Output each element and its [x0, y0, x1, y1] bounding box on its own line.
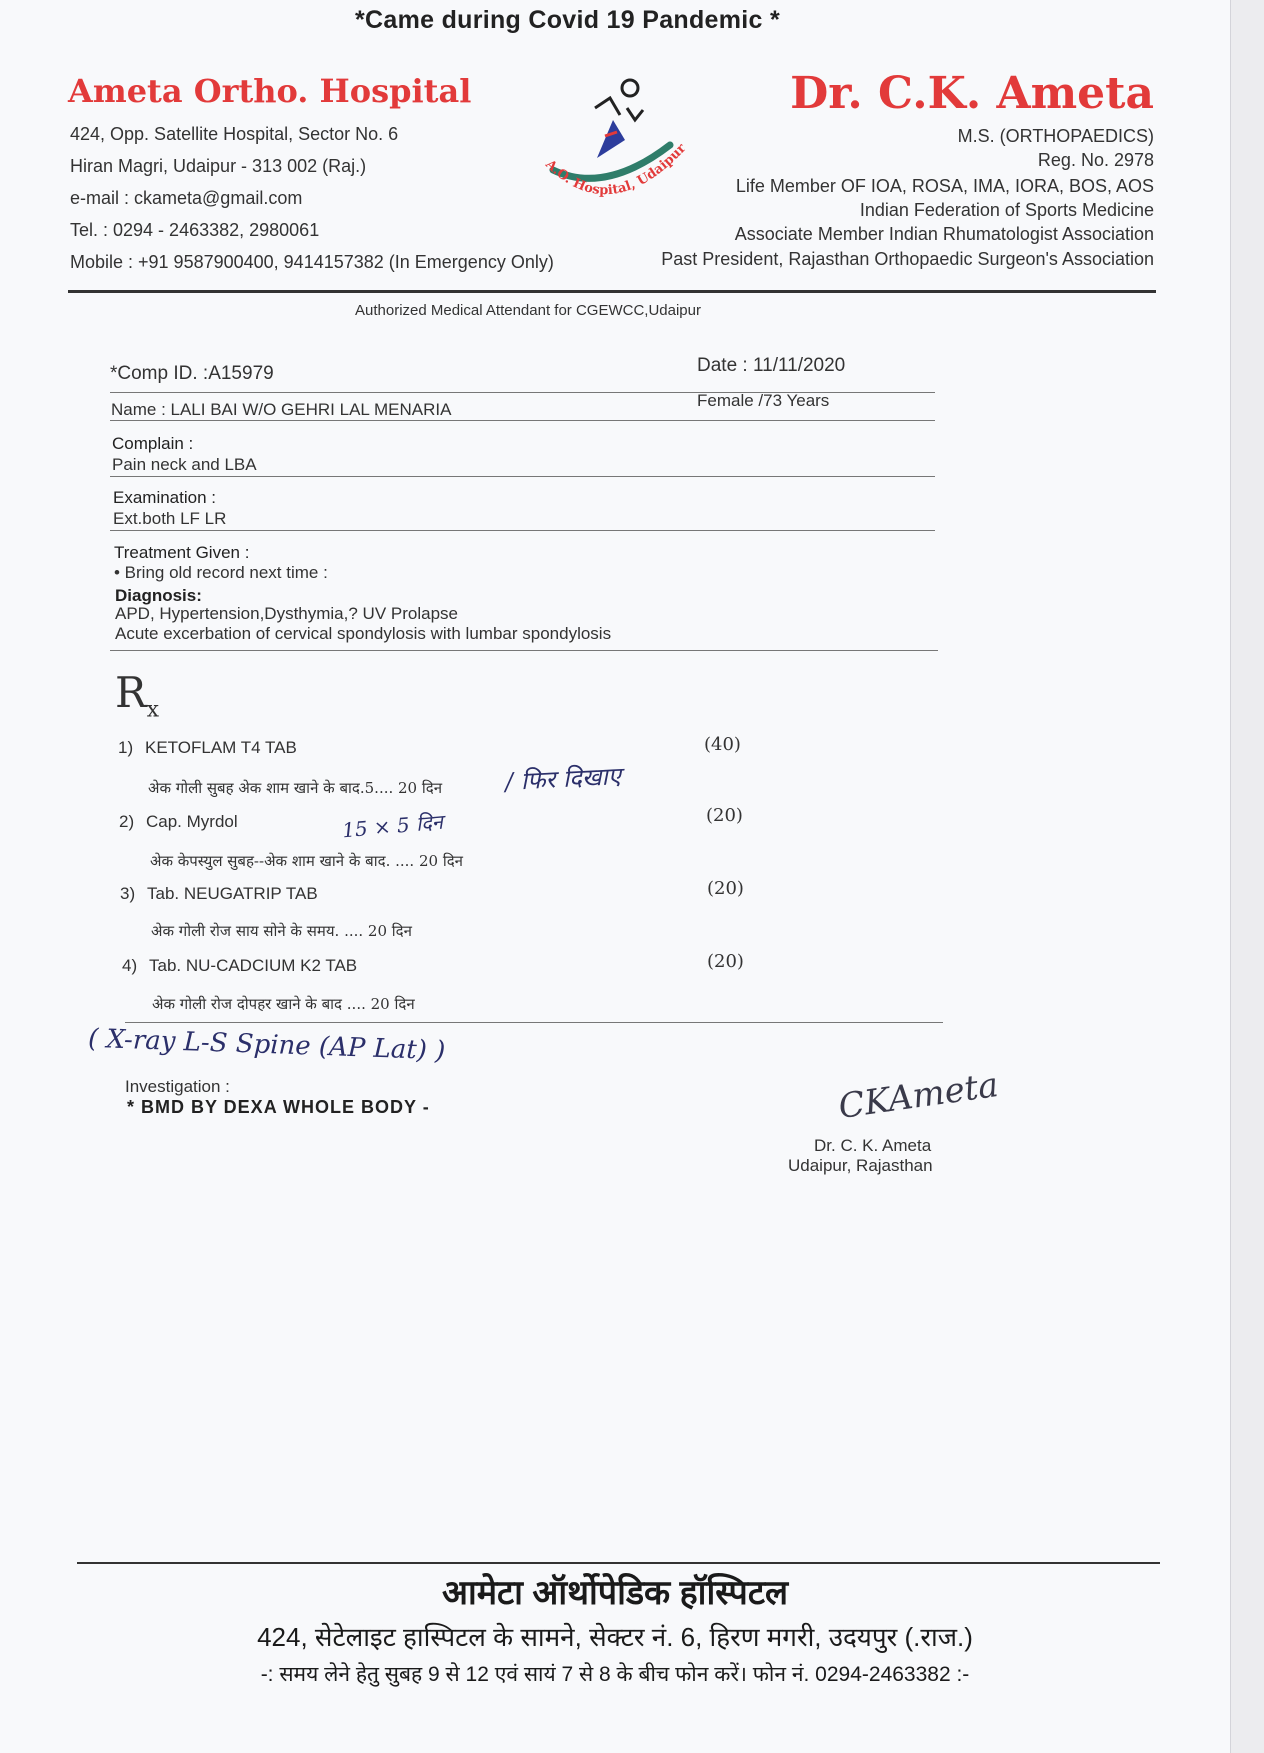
medicine-4-name: Tab. NU-CADCIUM K2 TAB [149, 956, 358, 975]
covid-note: *Came during Covid 19 Pandemic * [355, 6, 780, 34]
patient-name: Name : LALI BAI W/O GEHRI LAL MENARIA [111, 400, 452, 419]
handwritten-note-xray: ( X-ray L-S Spine (AP Lat) ) [87, 1023, 446, 1067]
medicine-3-name: Tab. NEUGATRIP TAB [147, 884, 318, 903]
patient-gender-age: Female /73 Years [697, 391, 830, 410]
footer-address: 424, सेटेलाइट हास्पिटल के सामने, सेक्टर नं. 6, हिरण मगरी, उदयपुर (.राज.) [257, 1622, 973, 1652]
medicine-4-instructions: अेक गोली रोज दोपहर खाने के बाद .... 20 दिन [152, 995, 415, 1013]
examination-value: Ext.both LF LR [113, 509, 227, 528]
complain-value: Pain neck and LBA [112, 455, 257, 474]
diagnosis-underline [110, 650, 938, 651]
medicine-1-qty: (40) [704, 734, 741, 755]
footer-note: -: समय लेने हेतु सुबह 9 से 12 एवं सायं 7 से 8 के बीच फोन करें। फोन नं. 0294-2463382 :- [260, 1663, 970, 1686]
hospital-name: Ameta Ortho. Hospital [68, 72, 472, 110]
medicine-2-qty: (20) [706, 805, 743, 826]
rx-letter: R [115, 668, 147, 717]
doctor-reg: Reg. No. 2978 [1037, 150, 1154, 170]
medicine-1-name: KETOFLAM T4 TAB [145, 738, 297, 757]
medicine-1-instructions: अेक गोली सुबह अेक शाम खाने के बाद.5.... 20 दिन [148, 779, 443, 797]
rx-symbol [115, 668, 159, 722]
footer-hospital-name: आमेटा ऑर्थोपेडिक हॉस्पिटल [441, 1574, 789, 1612]
treatment-value: • Bring old record next time : [114, 563, 328, 582]
logo-text: A.O. Hospital, Udaipur [542, 141, 690, 199]
paper-edge [1230, 0, 1264, 1753]
handwritten-note-dose: 15 × 5 दिन [341, 809, 444, 843]
visit-date: Date : 11/11/2020 [697, 355, 846, 376]
doctor-member4: Past President, Rajasthan Orthopaedic Surgeon's Association [661, 249, 1154, 269]
signature-place: Udaipur, Rajasthan [788, 1156, 933, 1175]
complain-underline [110, 476, 935, 477]
investigation-label: Investigation : [125, 1077, 230, 1096]
medicine-2-num: 2) [119, 812, 135, 831]
doctor-name: Dr. C.K. Ameta [790, 68, 1154, 119]
examination-underline [110, 530, 935, 531]
hospital-address-line2: Hiran Magri, Udaipur - 313 002 (Raj.) [70, 156, 367, 176]
diagnosis-line1: APD, Hypertension,Dysthymia,? UV Prolapse [115, 604, 458, 623]
medicine-2-name: Cap. Myrdol [146, 812, 238, 831]
examination-label: Examination : [113, 488, 216, 507]
diagnosis-label: Diagnosis: [115, 586, 202, 605]
authorized-text: Authorized Medical Attendant for CGEWCC,Udaipur [355, 302, 701, 319]
doctor-member2: Indian Federation of Sports Medicine [859, 200, 1154, 220]
medicine-2-instructions: अेक केपस्युल सुबह--अेक शाम खाने के बाद. .... 20 दिन [150, 852, 463, 870]
logo-mark-icon [525, 70, 695, 210]
comp-id: *Comp ID. :A15979 [110, 363, 274, 384]
doctor-qualification: M.S. (ORTHOPAEDICS) [957, 126, 1154, 146]
rx-subscript: x [146, 697, 160, 723]
signature-scribble: CKAmeta [835, 1064, 1001, 1128]
medicine-4-qty: (20) [707, 951, 744, 972]
medicine-3-instructions: अेक गोली रोज साय सोने के समय. .... 20 दिन [151, 922, 412, 940]
investigation-value: * BMD BY DEXA WHOLE BODY - [127, 1097, 430, 1117]
footer-divider [77, 1562, 1160, 1564]
medicine-3-num: 3) [120, 884, 136, 903]
header-divider [68, 290, 1156, 293]
signature-name: Dr. C. K. Ameta [814, 1136, 932, 1155]
name-underline [110, 420, 935, 421]
hospital-email: e-mail : ckameta@gmail.com [70, 188, 303, 208]
medicine-3-qty: (20) [707, 878, 744, 899]
doctor-member3: Associate Member Indian Rhumatologist Association [734, 224, 1154, 244]
handwritten-note-followup: / फिर दिखाए [504, 761, 622, 797]
doctor-member1: Life Member OF IOA, ROSA, IMA, IORA, BOS, AOS [735, 176, 1154, 196]
hospital-tel: Tel. : 0294 - 2463382, 2980061 [70, 220, 320, 240]
rx-underline [125, 1022, 943, 1023]
diagnosis-line2: Acute excerbation of cervical spondylosis with lumbar spondylosis [115, 624, 612, 643]
hospital-logo [525, 70, 695, 210]
medicine-4-num: 4) [122, 956, 138, 975]
hospital-address-line1: 424, Opp. Satellite Hospital, Sector No. 6 [70, 124, 399, 144]
complain-label: Complain : [112, 434, 194, 453]
medicine-1-num: 1) [118, 738, 134, 757]
treatment-label: Treatment Given : [114, 543, 250, 562]
hospital-mobile: Mobile : +91 9587900400, 9414157382 (In Emergency Only) [70, 252, 554, 272]
